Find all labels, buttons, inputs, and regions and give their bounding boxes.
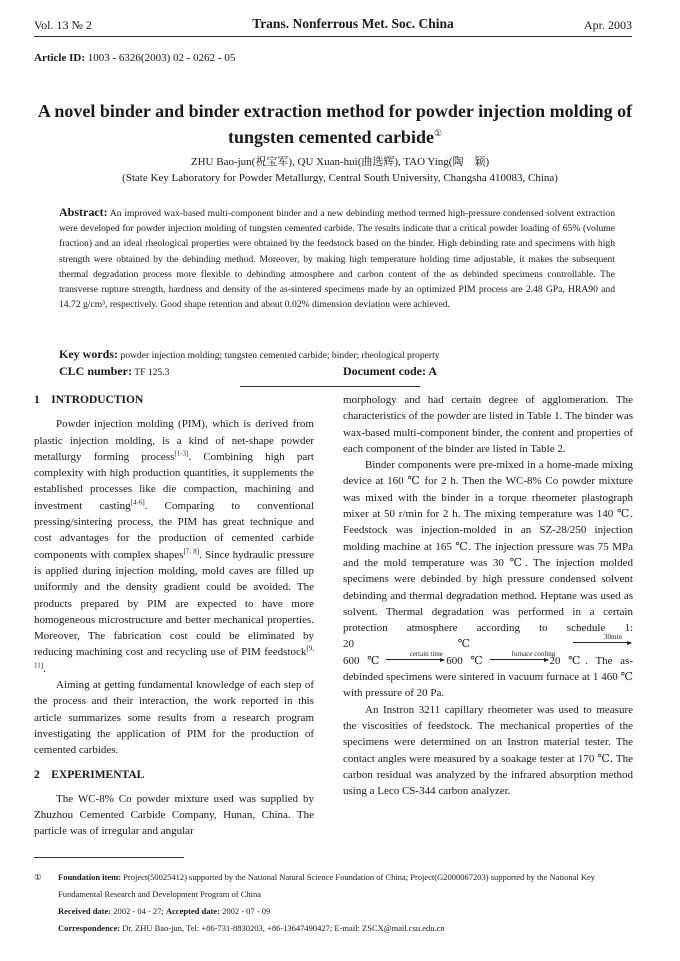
paragraph — [34, 416, 314, 677]
arrow-icon — [573, 633, 631, 643]
paragraph-text: The as-debinded specimens were sintered in vacuum furnace at 1 460 ℃ with pressure of 20 Pa. — [343, 654, 633, 700]
clc-number — [59, 364, 169, 379]
dates — [58, 903, 634, 920]
left-column — [34, 392, 314, 840]
document-code — [343, 364, 437, 379]
running-header — [34, 14, 632, 37]
clc-label: CLC number: — [59, 364, 133, 378]
value: 2002 - 07 - 09 — [219, 906, 271, 916]
section-heading: 2 EXPERIMENTAL — [34, 768, 145, 781]
citation: [4-6] — [130, 498, 145, 507]
text-run: An Instron 3211 capillary rheometer was used to measure the viscosities of feedstock. The mechanical properties of the specimens were determined on an Instron material tester. The contact angles were measured by a soakage tester at 170 ℃. The carbon residual was analyzed by the infrared absorption method using a Leco CS-344 carbon analyzer. — [343, 703, 633, 798]
text-run: Powder injection molding (PIM), which is derived from plastic injection molding, is a kind of net-shape powder metallurgy forming process — [34, 418, 314, 463]
article-id — [34, 52, 235, 64]
citation: [7, 8] — [183, 547, 200, 556]
abstract-label: Abstract: — [59, 205, 108, 219]
affiliation: (State Key Laboratory for Powder Metallurgy, Central South University, Changsha 410083, China) — [122, 172, 558, 184]
temp: 600 ℃ — [343, 654, 385, 667]
arrow-label: certain time — [409, 649, 443, 658]
paper-title — [30, 100, 640, 148]
value: 2002 - 04 - 27; — [111, 906, 166, 916]
correspondence — [58, 920, 634, 937]
label: Received date: — [58, 906, 112, 916]
text-run: morphology and had certain degree of agglomeration. The characteristics of the powder are listed in Table 1. The binder was wax-based multi-component binder, the content and properties of each component of the binder are listed in Table 2. — [343, 394, 633, 455]
value: Dr. ZHU Bao-jun, Tel: +86-731-8830203, +86-13647490427; E-mail: ZSCX@mail.csu.edu.cn — [120, 923, 445, 933]
paragraph-text — [343, 459, 633, 634]
schedule — [343, 649, 589, 667]
text-run: . Since hydraulic pressure is applied during injection molding, mold caves are filled up uniformly and the density gradient could be avoided. The products prepared by PIM are expected to have more homogeneous microstructure and better mechanical properties. Moreover, The fabrication cost could be eliminated by reducing machining cost and recycling use of PIM feedstock — [34, 548, 314, 659]
schedule — [343, 633, 633, 651]
arrow-icon — [386, 649, 444, 660]
title-text: A novel binder and binder extraction method for powder injection molding of tungsten cemented carbide — [37, 101, 633, 147]
right-column — [343, 392, 633, 799]
label: Foundation item: — [58, 872, 122, 882]
keywords-text: powder injection molding; tungsten cemented carbide; binder; rheological property — [118, 350, 440, 361]
temp: 600 ℃ — [446, 654, 488, 667]
paragraph — [34, 791, 314, 840]
abstract — [59, 205, 615, 312]
arrow-icon — [490, 649, 556, 660]
issue-date: Apr. 2003 — [584, 18, 632, 32]
text-run: The WC-8% Co powder mixture used was supplied by Zhuzhou Cemented Carbide Company, Hunan, China. The particle was of irregular and angular — [34, 792, 314, 838]
temp: 20 ℃. — [549, 654, 589, 667]
foundation-item — [58, 869, 634, 903]
paragraph — [343, 392, 633, 457]
label: Correspondence: — [58, 923, 121, 933]
temp: 20 ℃ — [343, 638, 571, 651]
citation: [1-3] — [174, 449, 189, 458]
footnote-divider — [34, 857, 184, 858]
paragraph — [343, 702, 633, 800]
doc-code-value: A — [425, 364, 437, 378]
keywords-label: Key words: — [59, 347, 118, 361]
text-run: . Combining high part complexity with high production quantities, it supplements the established processes like die compaction, machining and investment casting — [34, 450, 314, 512]
label: Accepted date: — [165, 906, 220, 916]
doc-code-label: Document code: — [343, 364, 426, 378]
text-run: Aiming at getting fundamental knowledge of each step of the process and their interaction, the work reported in this article summarizes some results from a research program investigating the application of PIM for the production of cemented carbides. — [34, 679, 314, 757]
divider — [240, 386, 420, 387]
paragraph — [343, 457, 633, 701]
article-id-label: Article ID: — [34, 52, 86, 64]
section-heading: 1 INTRODUCTION — [34, 394, 144, 406]
value: Project(50025412) supported by the National Natural Science Foundation of China; Project(G2000067203) supported by the National Key Fundamental Research and Development Program of China — [58, 872, 596, 899]
abstract-text: An improved wax-based multi-component binder and a new debinding method termed high-pressure condensed solvent extraction were developed for powder injection molding of tungsten cemented carbide. The results indicate that a critical powder loading of 65% (volume fraction) and an ideal rheological properties were obtained by the feedstock based on the binder. High debinding rate and specimens with high strength were obtained by the debinding method. Moreover, by making high temperature holding time adjustable, it makes the subsequent thermal degradation process more flexible to debinding atmosphere and carbon content of the as debinded specimens controllable. The transverse rupture strength, hardness and density of the as-sintered specimens made by an optimized PIM process are 2.48 GPa, HRA90 and 14.72 g/cm³, respectively. Good shape retention and about 0.02% dimension deviation were achieved. — [59, 208, 615, 311]
journal-name: Trans. Nonferrous Met. Soc. China — [252, 16, 454, 31]
citation: [9, 11] — [34, 644, 314, 670]
title-footnote-mark: ① — [433, 128, 443, 138]
arrow-label: 30min — [604, 633, 622, 642]
article-id-value: 1003 - 6326(2003) 02 - 0262 - 05 — [85, 52, 236, 64]
clc-value: TF 125.3 — [132, 367, 170, 378]
footnote-mark: ① — [34, 872, 42, 882]
volume-issue: Vol. 13 № 2 — [34, 18, 92, 32]
text-run: Binder components were pre-mixed in a home-made mixing device at 160 ℃ for 2 h. Then the WC-8% Co powder mixture was mixed with the binder in a torque rheometer plastograph mixer at 50 r/min for 2 h. The mixing temperature was 140 ℃. Feedstock was injection-molded in an SZ-28/250 injection molding machine at 165 ℃. The injection pressure was 75 MPa and the mold temperature was 30 ℃. The injection molded specimens were debinded by high pressure condensed solvent debinding and thermal degradation method. Heptane was used as solvent. Thermal degradation was performed in a certain protection atmosphere according to schedule 1: — [343, 459, 633, 635]
arrow-label: furnace cooling — [511, 649, 556, 658]
paragraph — [34, 677, 314, 758]
authors: ZHU Bao-jun(祝宝军), QU Xuan-hui(曲选辉), TAO Ying(陶 颖) — [190, 156, 490, 168]
text-run: . — [43, 662, 46, 675]
keywords — [59, 347, 440, 362]
footnotes — [34, 869, 634, 937]
text-run: . Comparing to conventional pressing/sintering process, the PIM has great technique and cost advantages for the production of cemented carbide components with complex shapes — [34, 499, 314, 561]
